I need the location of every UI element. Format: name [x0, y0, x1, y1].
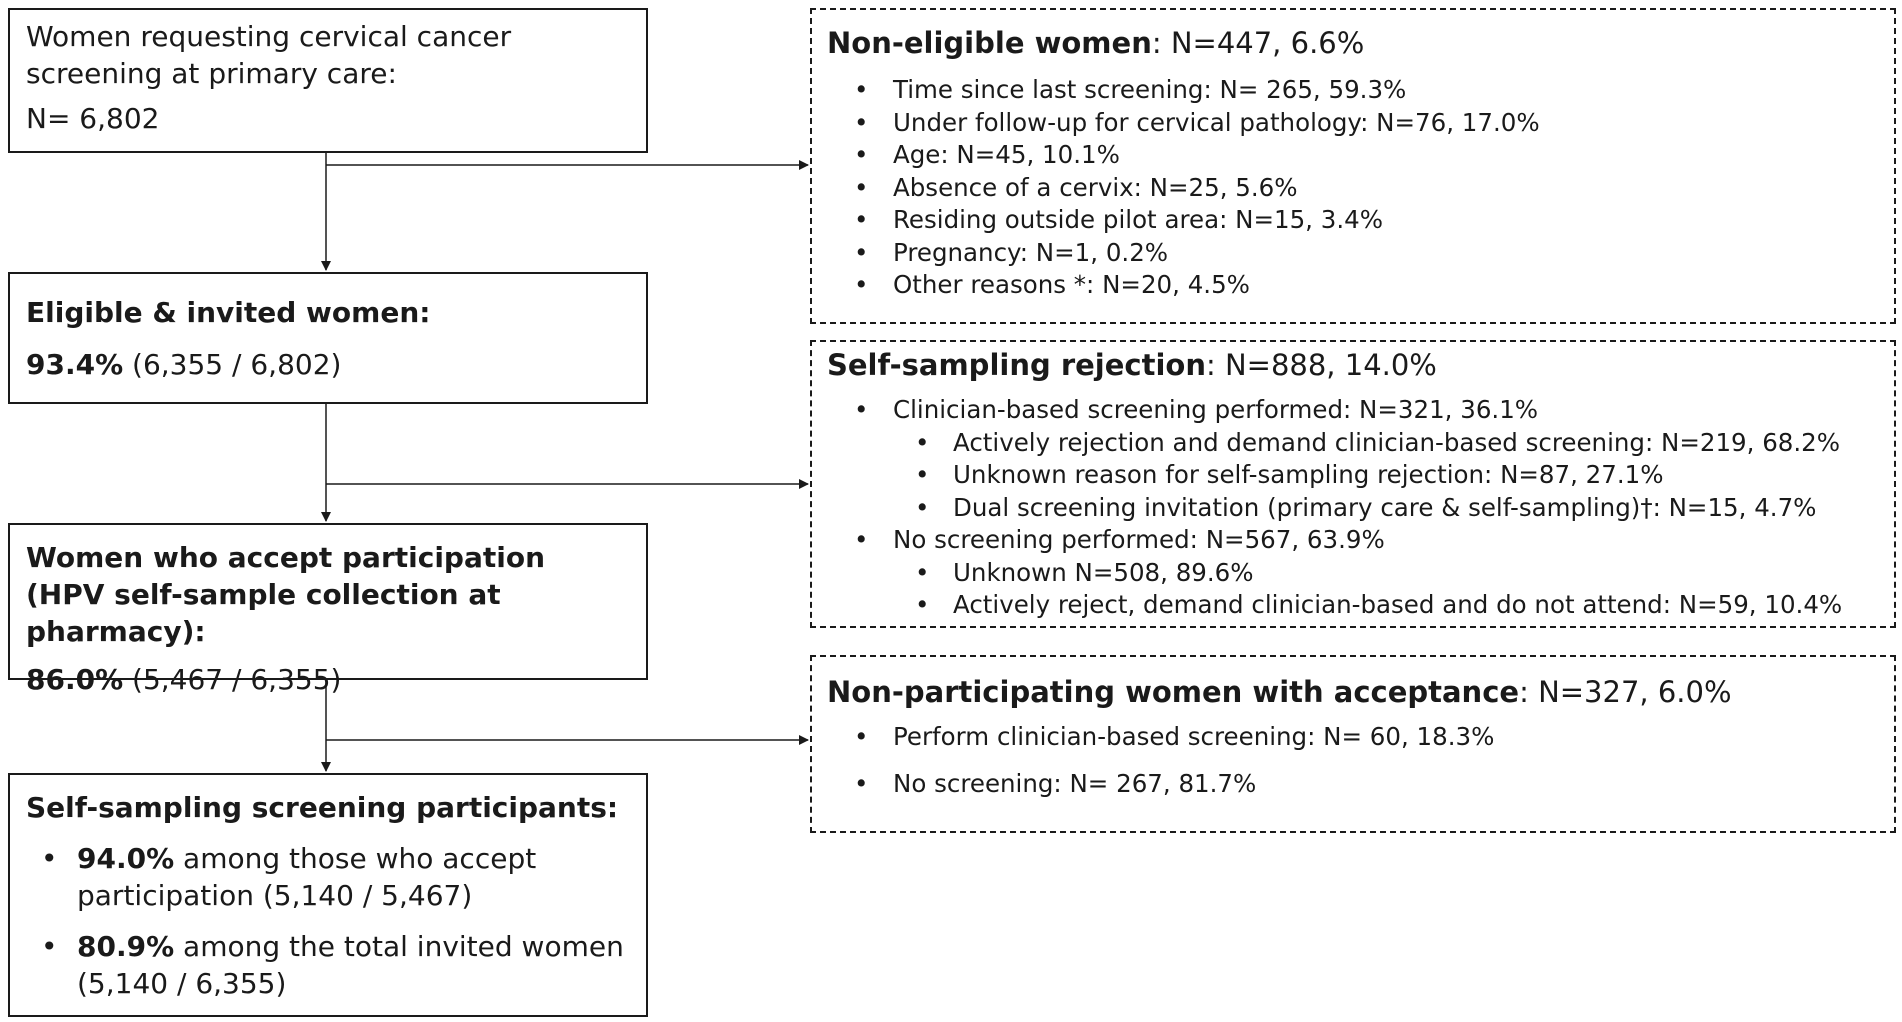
eligible-invited-pct: 93.4% [26, 348, 124, 381]
non-eligible-item: • Time since last screening: N= 265, 59.3% [827, 74, 1879, 107]
requesting-women-box [8, 8, 648, 153]
non-eligible-item: • Residing outside pilot area: N=15, 3.4% [827, 204, 1879, 237]
requesting-women-count: N= 6,802 [26, 102, 160, 135]
accept-participation-detail: (5,467 / 6,355) [123, 663, 342, 696]
non-participating-box [810, 655, 1896, 833]
non-eligible-box [810, 8, 1896, 324]
rejection-list [827, 394, 1879, 622]
non-eligible-item: • Under follow-up for cervical pathology: N=76, 17.0% [827, 107, 1879, 140]
non-participating-list [827, 721, 1879, 800]
rejection-value: : N=888, 14.0% [1205, 348, 1437, 382]
non-eligible-value: : N=447, 6.6% [1151, 26, 1365, 60]
accept-participation-pct: 86.0% [26, 663, 124, 696]
self-sampling-rejection-box [810, 340, 1896, 628]
participants-item-pct: 94.0% [77, 842, 175, 875]
rejection-item: • No screening performed: N=567, 63.9% [827, 524, 1879, 557]
non-eligible-title: Non-eligible women [827, 26, 1152, 60]
non-participating-item: • No screening: N= 267, 81.7% [827, 768, 1879, 801]
non-participating-heading [827, 673, 1879, 711]
rejection-subitem: • Unknown N=508, 89.6% [827, 557, 1879, 590]
accept-participation-title: Women who accept participation (HPV self-sample collection at pharmacy): [26, 541, 546, 648]
non-eligible-item: • Pregnancy: N=1, 0.2% [827, 237, 1879, 270]
non-eligible-item: • Absence of a cervix: N=25, 5.6% [827, 172, 1879, 205]
self-sampling-participants-box [8, 773, 648, 1017]
rejection-heading [827, 346, 1879, 384]
rejection-title: Self-sampling rejection [827, 348, 1206, 382]
rejection-subitem: • Dual screening invitation (primary care & self-sampling)†: N=15, 4.7% [827, 492, 1879, 525]
rejection-subitem: • Actively reject, demand clinician-based and do not attend: N=59, 10.4% [827, 589, 1879, 622]
eligible-invited-stat [26, 346, 630, 383]
eligible-invited-detail: (6,355 / 6,802) [123, 348, 342, 381]
non-eligible-item: • Age: N=45, 10.1% [827, 139, 1879, 172]
non-eligible-item: • Other reasons *: N=20, 4.5% [827, 269, 1879, 302]
non-participating-title: Non-participating women with acceptance [827, 675, 1520, 709]
eligible-invited-title: Eligible & invited women: [26, 296, 431, 329]
participants-item-text: among those who accept participation (5,140 / 5,467) [77, 842, 537, 912]
participants-list [26, 840, 630, 1002]
participants-item-pct: 80.9% [77, 930, 175, 963]
non-participating-item: • Perform clinician-based screening: N= 60, 18.3% [827, 721, 1879, 754]
rejection-subitem: • Actively rejection and demand clinician-based screening: N=219, 68.2% [827, 427, 1879, 460]
rejection-subitem: • Unknown reason for self-sampling rejection: N=87, 27.1% [827, 459, 1879, 492]
non-participating-value: : N=327, 6.0% [1519, 675, 1732, 709]
requesting-women-title: Women requesting cervical cancer screening at primary care: [26, 20, 512, 90]
accept-participation-box [8, 523, 648, 696]
rejection-item: • Clinician-based screening performed: N=321, 36.1% [827, 394, 1879, 427]
participants-item [26, 840, 630, 914]
participants-title: Self-sampling screening participants: [26, 791, 619, 824]
non-eligible-list [827, 74, 1879, 302]
accept-participation-stat [26, 661, 630, 698]
eligible-invited-box [8, 272, 648, 404]
participants-item-text: among the total invited women (5,140 / 6,355) [77, 930, 624, 1000]
non-eligible-heading [827, 24, 1879, 62]
participants-item [26, 928, 630, 1002]
